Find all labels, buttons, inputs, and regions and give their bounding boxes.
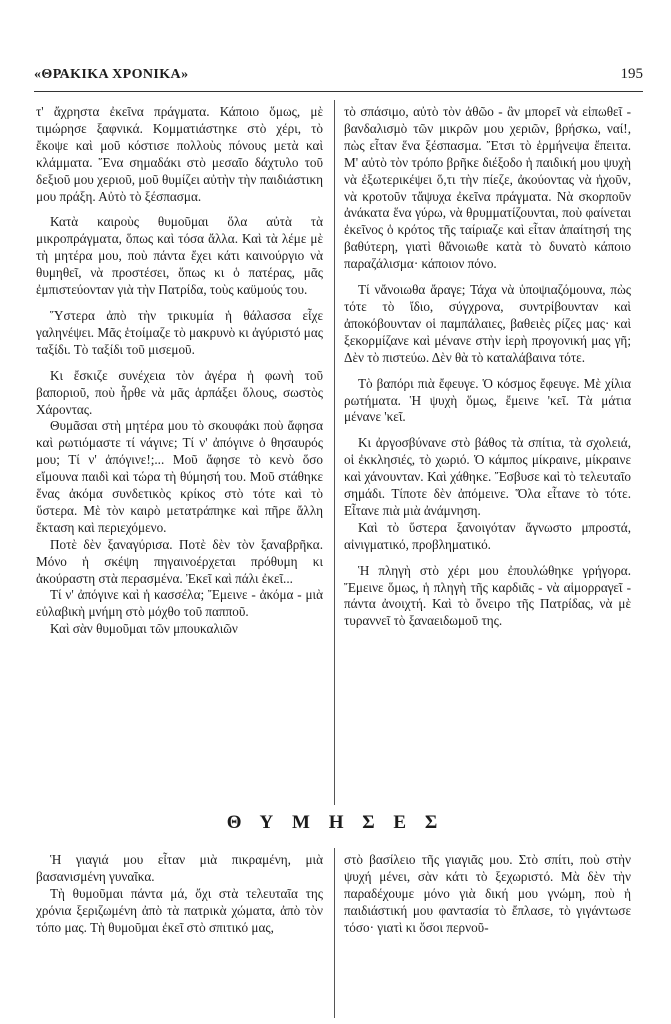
paragraph: Τὴ θυμοῦμαι πάντα μά, ὄχι στὰ τελευταῖα της χρόνια ξεριζωμένη ἀπὸ τὰ πατρικὰ χώματα, ἀπὸ τὸν τόπο μας. Τὴ θυμοῦμαι ἐκεῖ στὸ σπιτικό μας, bbox=[36, 885, 323, 935]
bottom-right-column bbox=[344, 852, 631, 937]
paragraph: Τὸ βαπόρι πιὰ ἔφευγε. Ὁ κόσμος ἔφευγε. Μὲ χίλια ρωτήματα. Ἡ ψυχὴ ὅμως, ἔμεινε 'κεῖ. Τὰ μάτια μένανε 'κεῖ. bbox=[344, 375, 631, 425]
paragraph: Κι ἀργοσβύνανε στὸ βάθος τὰ σπίτια, τὰ σχολειά, οἱ ἐκκλησιές, τὸ χωριό. Ὁ κάμπος μίκραινε, μίκραινε καὶ χάνουνταν. Καὶ χάθηκε. Ἔσβυσε καὶ τὸ τελευταῖο σημάδι. Τίποτε δὲν ἀπόμεινε. Ὅλα εἶτανε τὸ τότε. Εἶτανε πιὰ μιὰ ἀνάμνηση. bbox=[344, 435, 631, 518]
top-right-column bbox=[344, 104, 631, 630]
bottom-left-column bbox=[36, 852, 323, 937]
section-title: Θ Υ Μ Η Σ Ε Σ bbox=[226, 812, 445, 833]
paragraph: Τί ν' ἀπόγινε καὶ ἡ κασσέλα; Ἔμεινε - ἀκόμα - μιὰ εὐλαβικὴ μνήμη στὸ μόχθο τοῦ παπποῦ. bbox=[36, 587, 323, 620]
paragraph: Ὕστερα ἀπὸ τὴν τρικυμία ἡ θάλασσα εἶχε γαληνέψει. Μᾶς ἑτοίμαζε τὸ μακρυνὸ κι ἀγύριστό μας ταξίδι. Τὸ ταξίδι τοῦ μισεμοῦ. bbox=[36, 307, 323, 357]
page-number: 195 bbox=[620, 66, 643, 82]
paragraph: τὸ σπάσιμο, αὐτὸ τὸν ἀθῶο - ἂν μπορεῖ νὰ εἰπωθεῖ - βανδαλισμὸ τῶν μικρῶν μου χεριῶν, βρήσκω, ναί!, πὼς εἶταν ἕνα ξέσπασμα. Ἔτσι τὸ ἑρμήνεψα ἔπειτα. Μ' αὐτὸ τὸν τρόπο βρῆκε διέξοδο ἡ παιδική μου ψυχὴ νὰ ἐξωτερικέψει ὅ,τι τὴν πίεζε, ἀκούοντας νὰ ἠχοῦν, νὰ κροτοῦν τἄψυχα ἐκεῖνα πράγματα. Νὰ σκορποῦν ἀνάκατα ἕνα γύρω, νὰ θρυμματίζουνται, ποὺ φαίνεται ἐκεῖνος ὁ κρότος τῆς ταίριαζε καὶ εἶταν ἀπαίτησή της βαθύτερη, γιατὶ θἄνοιωθε κατὰ τὸ δυνατὸ κάποιο παραζάλισμα· κάποιον πόνο. bbox=[344, 104, 631, 272]
top-left-column bbox=[36, 104, 323, 638]
paragraph: Θυμᾶσαι στὴ μητέρα μου τὸ σκουφάκι ποὺ ἄφησα καὶ ρωτιόμαστε τί νάγινε; Τί ν' ἀπόγινε ὁ θησαυρός μου; Τί ν' ἀπόγινε!;... Μοῦ ἄφησε τὸ κενὸ ὅσο εἴμουνα παιδὶ καὶ τώρα τὴ θύμησή του. Μοῦ στάθηκε ἕνας ἀκόμα συνδετικὸς κρίκος στὸ τότε καὶ τὸ ὕστερα. Μὲ τὸν καιρὸ μετατράπηκε καὶ πῆρε ἄλλη ἔκταση καὶ περιεχόμενο. bbox=[36, 418, 323, 535]
paragraph: Ἡ πληγὴ στὸ χέρι μου ἐπουλώθηκε γρήγορα. Ἔμεινε ὅμως, ἡ πληγὴ τῆς καρδιᾶς - νὰ αἱμορραγεῖ - πάντα ἀνοιχτή. Καὶ τὸ ὄνειρο τῆς Πατρίδας, νὰ μὲ τυραννεῖ τὸ ξαναειδωμοῦ της. bbox=[344, 562, 631, 629]
column-divider bbox=[334, 100, 335, 805]
paragraph: τ' ἄχρηστα ἐκεῖνα πράγματα. Κάποιο ὅμως, μὲ τιμώρησε ξαφνικά. Κομματιάστηκε στὸ χέρι, τὸ ἔκοψε καὶ μοῦ κόστισε πολλοὺς πόνους μετὰ καὶ κλάμματα. Ἕνα σημαδάκι στὸ μεσαῖο δάχτυλο τοῦ δεξιοῦ μου χεριοῦ, μοῦ θυμίζει αὐτὴν τὴν παιδιάστικη μου πράξη. Αὐτὸ τὸ ξέσπασμα. bbox=[36, 104, 323, 204]
column-divider bbox=[334, 848, 335, 1018]
paragraph: στὸ βασίλειο τῆς γιαγιᾶς μου. Στὸ σπίτι, ποὺ στὴν ψυχή μένει, σὰν κάτι τὸ ξεχωριστό. Μὰ δὲν τὴν παραδέχουμε μόνο γιὰ δική μου γνώμη, ποὺ ἡ παιδιάστική μου φαντασία τὸ ἔπλασε, τὸ γιγάντωσε τόσο· γιατὶ κι ὅσοι περνοῦ- bbox=[344, 852, 631, 935]
paragraph: Καὶ σὰν θυμοῦμαι τῶν μπουκαλιῶν bbox=[50, 621, 238, 637]
header-rule bbox=[34, 91, 643, 92]
paragraph: Ποτὲ δὲν ξαναγύρισα. Ποτὲ δὲν τὸν ξαναβρῆκα. Μόνο ἡ σκέψη πηγαινοέρχεται πρόθυμη κι ἀκούραστη στὰ περασμένα. Ἐκεῖ καὶ πάλι ἐκεῖ... bbox=[36, 536, 323, 586]
paragraph: Ἡ γιαγιά μου εἶταν μιὰ πικραμένη, μιὰ βασανισμένη γυναῖκα. bbox=[36, 852, 323, 884]
running-head: «ΘΡΑΚΙΚΑ ΧΡΟΝΙΚΑ» bbox=[34, 67, 189, 82]
paragraph: Κατὰ καιροὺς θυμοῦμαι ὅλα αὐτὰ τὰ μικροπράγματα, ὅπως καὶ τόσα ἄλλα. Καὶ τὰ λέμε μὲ τὴ μητέρα μου, ποὺ πάντα ἔχει κάτι καινούργιο νὰ θυμηθεῖ, νὰ προστέσει, ὅπως κι ὁ πατέρας, μᾶς ἐμπιστεύονταν γιὰ τὴν Πατρίδα, τοὺς καϋμούς του. bbox=[36, 214, 323, 298]
paragraph: Κι ἔσκιζε συνέχεια τὸν ἀγέρα ἡ φωνὴ τοῦ βαποριοῦ, ποὺ ἦρθε νὰ μᾶς ἁρπάξει ὅλους, σωστὸς Χάροντας. bbox=[36, 367, 323, 417]
paragraph: Καὶ τὸ ὕστερα ξανοιγόταν ἄγνωστο μπροστά, αἰνιγματικό, προβληματικό. bbox=[344, 519, 631, 552]
page-header bbox=[34, 66, 643, 94]
paragraph: Τί νἄνοιωθα ἄραγε; Τάχα νὰ ὑποψιαζόμουνα, πὼς τότε τὸ ἴδιο, σύγχρονα, συντρίβουνταν καὶ ἀποκόβουνταν οἱ παμπάλαιες, βαθειὲς ρίζες μας· καὶ ξεκορμίζανε καὶ μένανε στὴν ἱερὴ προγονική μας γῆ; Δὲν τὸ πιστεύω. Δὲν θὰ τὸ καταλάβαινα τότε. bbox=[344, 282, 631, 365]
